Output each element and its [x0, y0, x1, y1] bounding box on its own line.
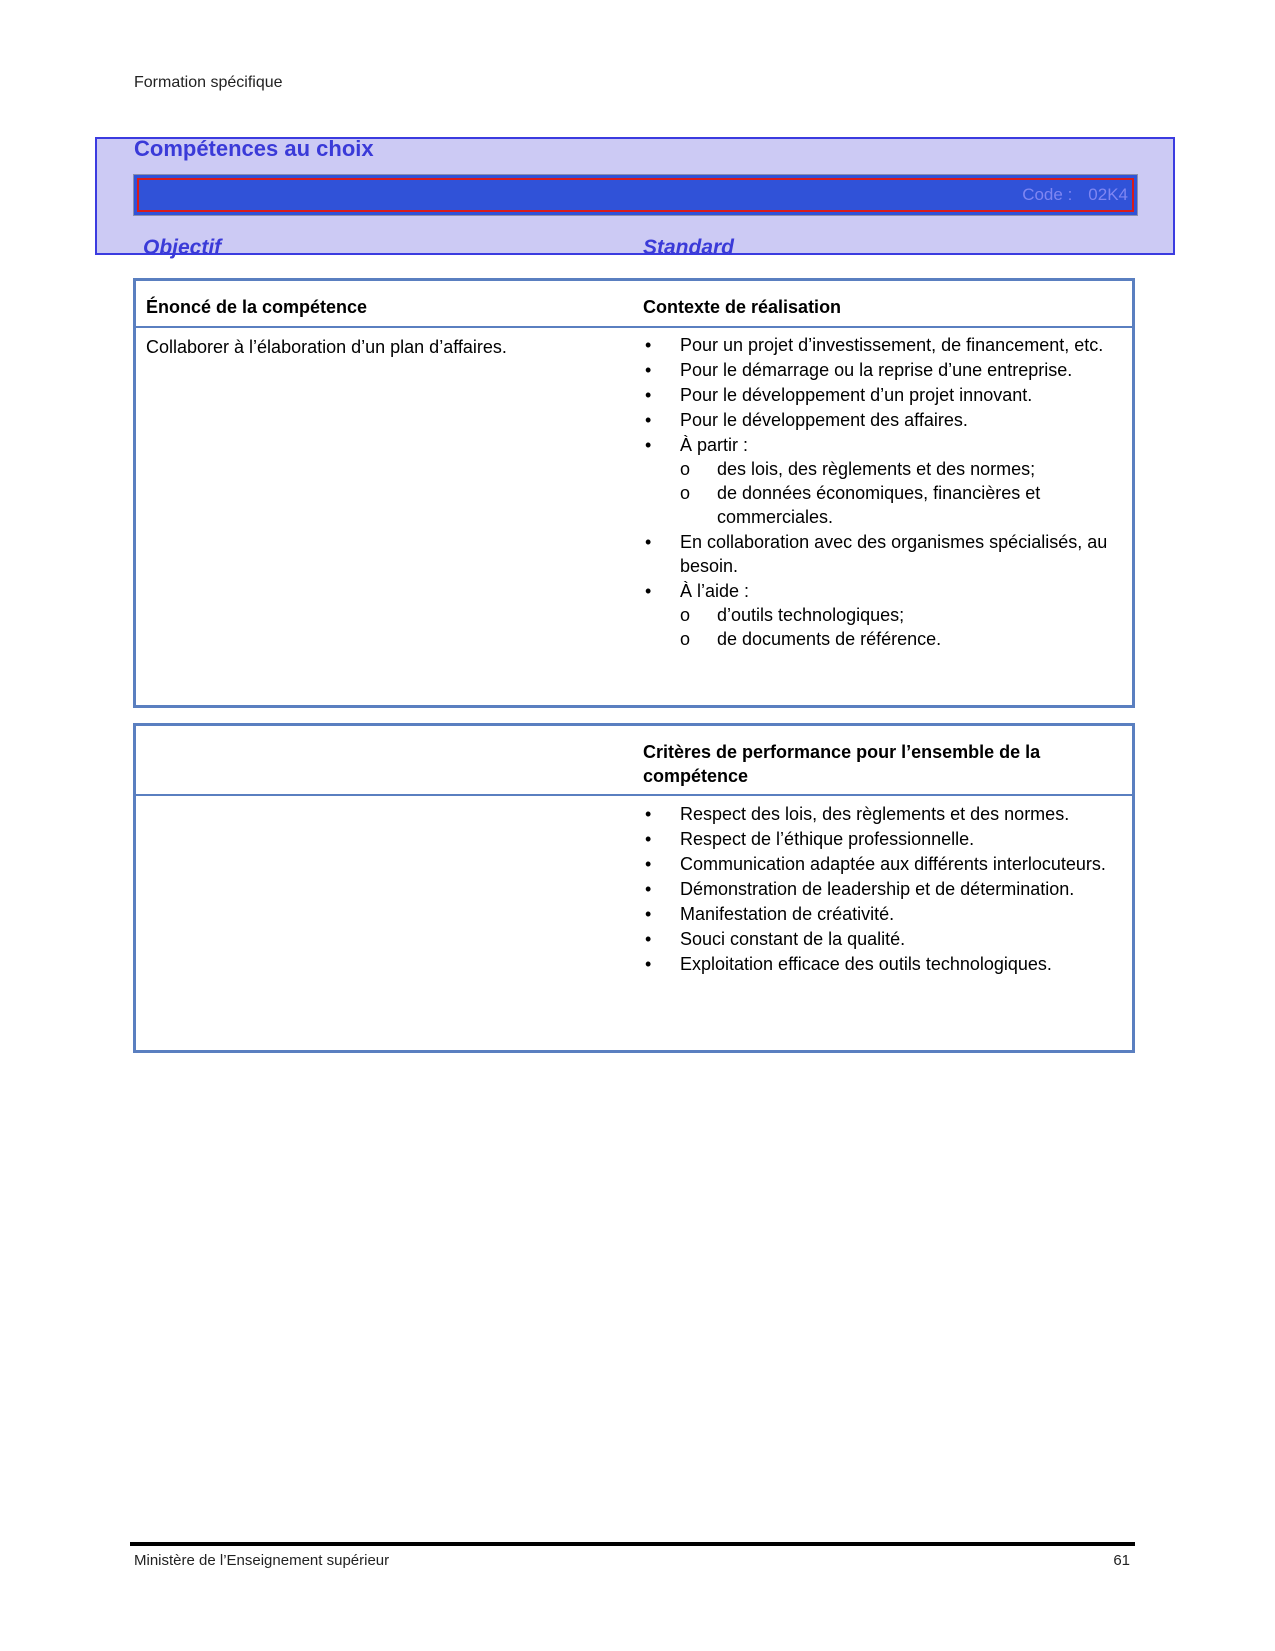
sub-list [680, 457, 1108, 529]
list-item [643, 952, 1108, 976]
circle-bullet-icon: o [680, 629, 691, 649]
list-item [643, 802, 1108, 826]
sub-list-item-text: de documents de référence. [717, 629, 942, 649]
list-item-text: Respect de l’éthique professionnelle. [680, 829, 975, 849]
criteria-list [643, 802, 1108, 977]
table-header-row [136, 726, 1132, 796]
code-bar [133, 174, 1138, 216]
competency-code [1006, 185, 1128, 205]
column-heading-objectif: Objectif [143, 236, 222, 259]
bullet-icon: • [645, 879, 652, 899]
list-item-text: Communication adaptée aux différents interlocuteurs. [680, 854, 1106, 874]
sub-list-item [680, 603, 1108, 627]
sub-list [680, 603, 1108, 651]
circle-bullet-icon: o [680, 605, 691, 625]
list-item [643, 579, 1108, 651]
competency-statement: Collaborer à l’élaboration d’un plan d’affaires. [146, 337, 507, 357]
bullet-icon: • [645, 929, 652, 949]
bullet-icon: • [645, 829, 652, 849]
footer-rule [130, 1542, 1135, 1546]
sub-list-item [680, 457, 1108, 481]
list-item [643, 433, 1108, 529]
code-label: Code : [1022, 185, 1073, 204]
sub-list-item-text: de données économiques, financières et commerciales. [717, 483, 1041, 527]
list-item-text: Démonstration de leadership et de détermination. [680, 879, 1075, 899]
list-item [643, 358, 1108, 382]
context-list [643, 333, 1108, 652]
list-item-text: Respect des lois, des règlements et des normes. [680, 804, 1070, 824]
code-bar-frame [137, 178, 1134, 212]
bullet-icon: • [645, 581, 652, 601]
list-item-text: Pour le démarrage ou la reprise d’une entreprise. [680, 360, 1073, 380]
header-criteria: Critères de performance pour l’ensemble de la compétence [643, 742, 1041, 786]
list-item [643, 877, 1108, 901]
circle-bullet-icon: o [680, 459, 691, 479]
bullet-icon: • [645, 385, 652, 405]
code-value: 02K4 [1088, 185, 1128, 204]
list-item-text: En collaboration avec des organismes spécialisés, au besoin. [680, 532, 1108, 576]
table-header-row [136, 281, 1132, 328]
running-header: Formation spécifique [134, 74, 283, 91]
list-item-text: Pour le développement d’un projet innovant. [680, 385, 1033, 405]
circle-bullet-icon: o [680, 483, 691, 503]
list-item [643, 383, 1108, 407]
bullet-icon: • [645, 335, 652, 355]
list-item [643, 408, 1108, 432]
sub-list-item-text: des lois, des règlements et des normes; [717, 459, 1036, 479]
list-item-text: Manifestation de créativité. [680, 904, 895, 924]
bullet-icon: • [645, 904, 652, 924]
page-number: 61 [1113, 1552, 1130, 1569]
header-context: Contexte de réalisation [643, 297, 842, 317]
bullet-icon: • [645, 435, 652, 455]
list-item [643, 530, 1108, 578]
list-item [643, 333, 1108, 357]
header-statement: Énoncé de la compétence [146, 297, 368, 317]
list-item [643, 827, 1108, 851]
column-heading-standard: Standard [643, 236, 735, 259]
bullet-icon: • [645, 854, 652, 874]
bullet-icon: • [645, 804, 652, 824]
bullet-icon: • [645, 410, 652, 430]
sub-list-item-text: d’outils technologiques; [717, 605, 905, 625]
list-item [643, 902, 1108, 926]
list-item-text: Exploitation efficace des outils technologiques. [680, 954, 1052, 974]
sub-list-item [680, 481, 1108, 529]
list-item [643, 852, 1108, 876]
section-title: Compétences au choix [134, 136, 374, 161]
performance-criteria-table [133, 723, 1135, 1053]
list-item-text: Pour le développement des affaires. [680, 410, 968, 430]
competency-context-table [133, 278, 1135, 708]
list-item-text: Souci constant de la qualité. [680, 929, 906, 949]
list-item-text: Pour un projet d’investissement, de financement, etc. [680, 335, 1104, 355]
sub-list-item [680, 627, 1108, 651]
bullet-icon: • [645, 954, 652, 974]
list-item [643, 927, 1108, 951]
bullet-icon: • [645, 360, 652, 380]
list-item-text: À partir : [680, 435, 749, 455]
list-item-text: À l’aide : [680, 581, 750, 601]
bullet-icon: • [645, 532, 652, 552]
footer-ministry: Ministère de l’Enseignement supérieur [134, 1552, 390, 1569]
